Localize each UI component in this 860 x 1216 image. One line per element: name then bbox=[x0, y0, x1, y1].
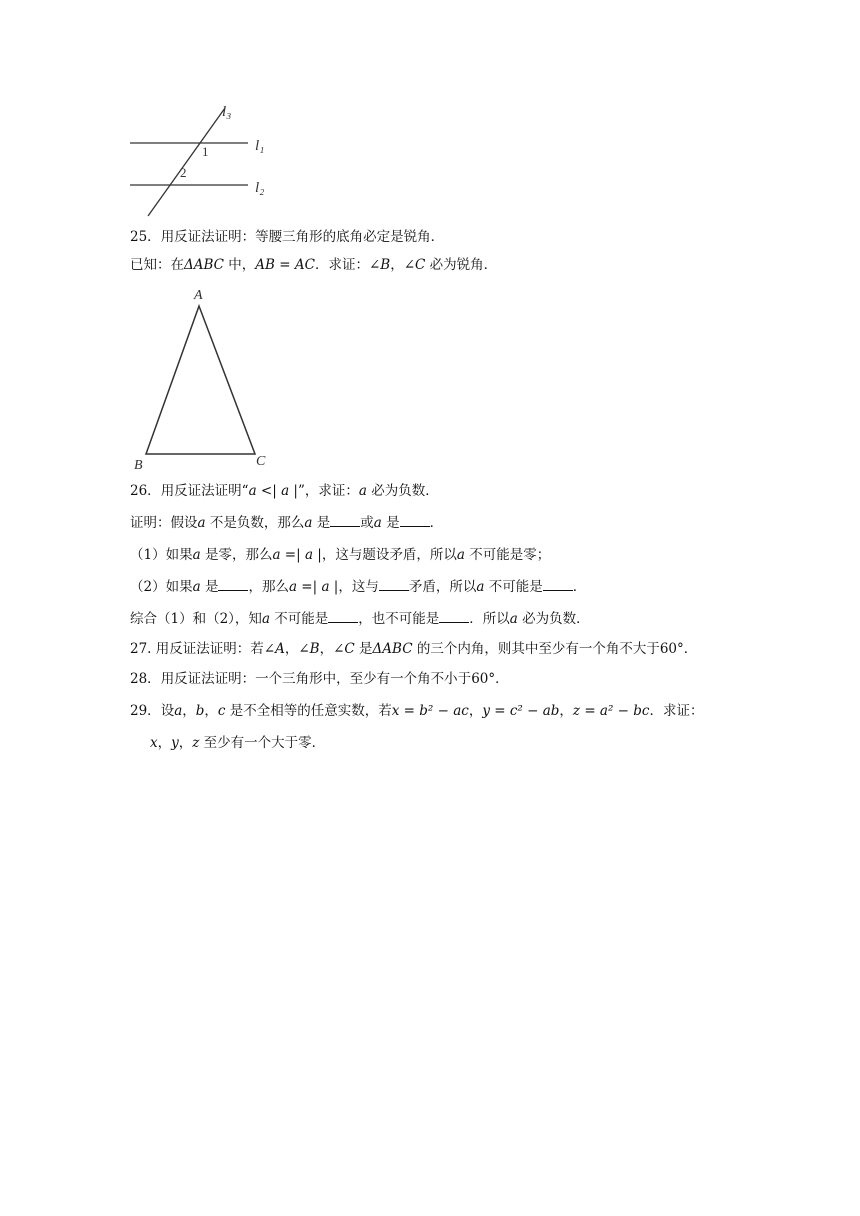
q25-given: 已知：在ΔABC 中，AB = AC．求证：∠B，∠C 必为锐角． bbox=[130, 257, 498, 273]
q26-proof: 证明：假设a 不是负数，那么a 是 或a 是 ． bbox=[130, 515, 444, 531]
label-angle-2: 2 bbox=[180, 165, 187, 180]
vertex-c-label: C bbox=[256, 454, 266, 469]
q27-statement: 27. 用反证法证明：若∠A，∠B，∠C 是ΔABC 的三个内角，则其中至少有一个角不大于60°． bbox=[130, 641, 698, 657]
q29-conclusion: x，y，z 至少有一个大于零． bbox=[150, 735, 326, 751]
q26-statement: 26．用反证法证明“a <| a |”，求证：a 必为负数． bbox=[130, 483, 439, 499]
q28-statement: 28．用反证法证明：一个三角形中，至少有一个角不小于60°． bbox=[130, 671, 509, 687]
label-angle-1: 1 bbox=[202, 144, 209, 159]
vertex-a-label: A bbox=[194, 288, 203, 303]
label-l2: l₂ bbox=[255, 180, 265, 196]
triangle-abc bbox=[146, 306, 255, 454]
triangle-figure bbox=[126, 284, 276, 474]
answer-blank[interactable] bbox=[379, 578, 409, 591]
q26-summary: 综合（1）和（2），知a 不可能是 ，也不可能是 ．所以a 必为负数． bbox=[130, 611, 590, 627]
answer-blank[interactable] bbox=[543, 578, 573, 591]
q26-case-1: （1）如果a 是零，那么a =| a |，这与题设矛盾，所以a 不可能是零； bbox=[130, 547, 551, 563]
vertex-b-label: B bbox=[134, 458, 143, 473]
parallel-lines-figure bbox=[120, 98, 290, 220]
q25-statement: 25．用反证法证明：等腰三角形的底角必定是锐角． bbox=[130, 229, 445, 245]
answer-blank[interactable] bbox=[328, 610, 358, 623]
q26-case-2: （2）如果a 是 ，那么a =| a |，这与 矛盾，所以a 不可能是 ． bbox=[130, 579, 587, 595]
answer-blank[interactable] bbox=[439, 610, 469, 623]
answer-blank[interactable] bbox=[330, 514, 360, 527]
answer-blank[interactable] bbox=[218, 578, 248, 591]
q29-statement: 29．设a，b，c 是不全相等的任意实数，若x = b² − ac，y = c² − ab，z = a² − bc．求证： bbox=[130, 703, 704, 719]
line-l3 bbox=[148, 108, 225, 216]
label-l1: l₁ bbox=[255, 138, 265, 154]
answer-blank[interactable] bbox=[400, 514, 430, 527]
label-l3: l₃ bbox=[222, 104, 232, 120]
